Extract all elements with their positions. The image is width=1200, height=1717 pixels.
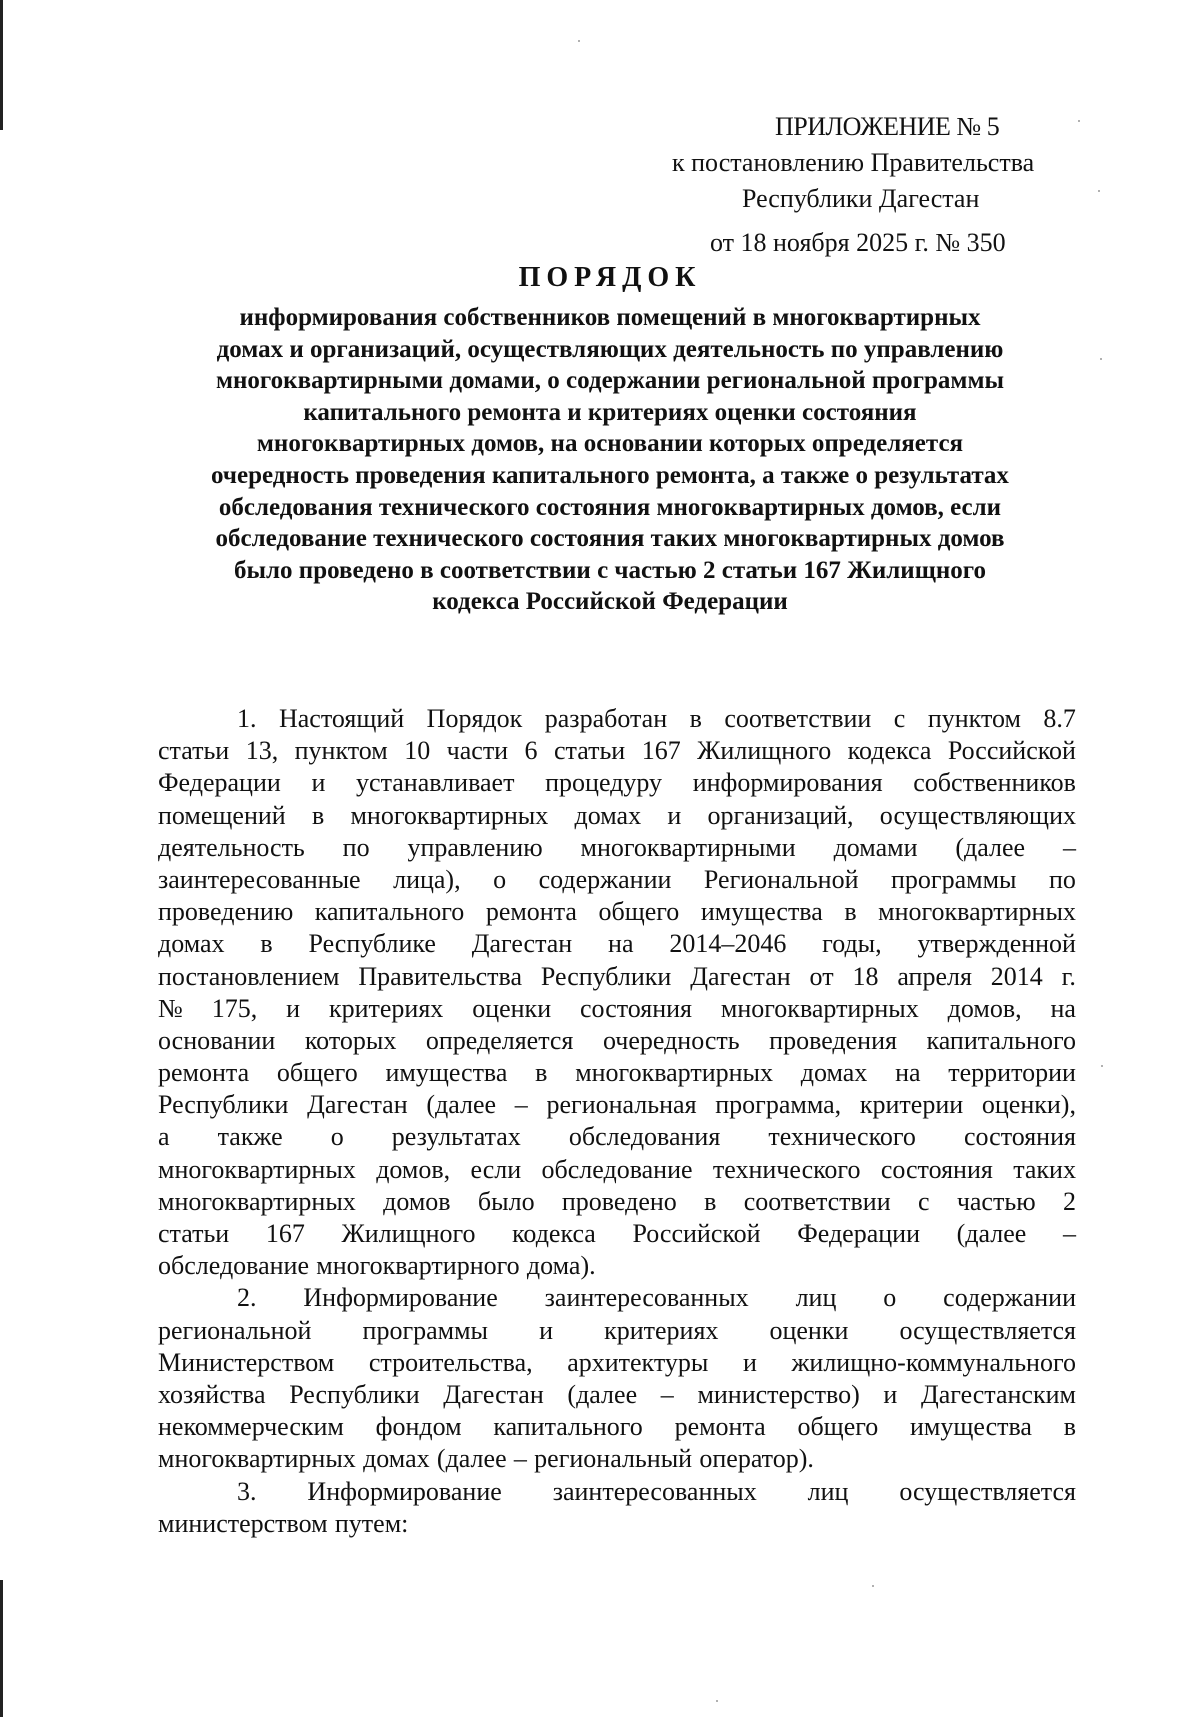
body-line: ремонта общего имущества в многоквартирных домах на территории (158, 1058, 1076, 1088)
scan-speck (578, 40, 580, 42)
annex-decree-reference: к постановлению Правительства (672, 148, 1035, 177)
scan-edge-top (0, 0, 3, 130)
scan-edge-bottom (0, 1580, 3, 1717)
body-line: Федерации и устанавливает процедуру информирования собственников (158, 768, 1076, 798)
subtitle-line: капитального ремонта и критериях оценки состояния (303, 398, 917, 426)
body-line: основании которых определяется очередность проведения капитального (158, 1025, 1076, 1055)
body-line: № 175, и критериях оценки состояния многоквартирных домов, на (158, 993, 1076, 1023)
subtitle-line: домах и организаций, осуществляющих деятельность по управлению (216, 335, 1004, 363)
body-line: многоквартирных домов было проведено в соответствии с частью 2 (158, 1186, 1076, 1216)
annex-date-number: от 18 ноября 2025 г. № 350 (710, 228, 1006, 257)
body-line: Министерством строительства, архитектуры и жилищно-коммунального (158, 1347, 1076, 1377)
body-line: Республики Дагестан (далее – региональная программа, критерии оценки), (158, 1090, 1076, 1120)
subtitle-line: было проведено в соответствии с частью 2 статьи 167 Жилищного (234, 556, 986, 584)
annex-republic: Республики Дагестан (742, 184, 980, 213)
body-line: деятельность по управлению многоквартирными домами (далее – (158, 832, 1076, 862)
scan-speck (1100, 358, 1102, 360)
body-line: многоквартирных домах (далее – региональный оператор). (158, 1444, 814, 1474)
subtitle-line: кодекса Российской Федерации (432, 588, 788, 616)
body-line: министерством путем: (158, 1508, 409, 1538)
body-line: помещений в многоквартирных домах и организаций, осуществляющих (158, 800, 1076, 830)
subtitle-line: обследование технического состояния таких многоквартирных домов (215, 525, 1005, 553)
subtitle-line: многоквартирными домами, о содержании региональной программы (216, 367, 1004, 395)
subtitle-line: обследования технического состояния многоквартирных домов, если (218, 493, 1002, 521)
body-line: заинтересованные лица), о содержании Региональной программы по (158, 864, 1076, 894)
body-line: 1. Настоящий Порядок разработан в соответствии с пунктом 8.7 (237, 704, 1076, 733)
subtitle-line: очередность проведения капитального ремонта, а также о результатах (211, 461, 1009, 489)
body-line: а также о результатах обследования технического состояния (158, 1122, 1076, 1152)
body-line: статьи 167 Жилищного кодекса Российской Федерации (далее – (158, 1219, 1076, 1248)
body-line: хозяйства Республики Дагестан (далее – министерство) и Дагестанским (158, 1379, 1076, 1409)
body-line: многоквартирных домов, если обследование технического состояния таких (158, 1154, 1076, 1184)
body-line: домах в Республике Дагестан на 2014–2046 годы, утвержденной (158, 929, 1076, 959)
subtitle-line: многоквартирных домов, на основании которых определяется (256, 430, 964, 458)
body-line: обследование многоквартирного дома). (158, 1251, 596, 1281)
body-line: 3. Информирование заинтересованных лиц осуществляется (237, 1476, 1076, 1506)
document-body (158, 703, 1076, 1540)
annex-number: ПРИЛОЖЕНИЕ № 5 (775, 112, 1000, 141)
scan-speck (872, 1585, 874, 1587)
scan-speck (1098, 190, 1100, 192)
body-line: проведению капитального ремонта общего имущества в многоквартирных (158, 897, 1076, 927)
subtitle-line: информирования собственников помещений в многоквартирных (239, 304, 981, 331)
body-line: постановлением Правительства Республики Дагестан от 18 апреля 2014 г. (158, 961, 1076, 991)
document-title: ПОРЯДОК (518, 262, 702, 293)
body-line: региональной программы и критериях оценки осуществляется (158, 1315, 1076, 1345)
scan-speck (1078, 120, 1080, 122)
document-subtitle (140, 302, 1080, 618)
body-line: статьи 13, пунктом 10 части 6 статьи 167 Жилищного кодекса Российской (158, 736, 1076, 766)
body-line: некоммерческим фондом капитального ремонта общего имущества в (158, 1412, 1076, 1442)
scan-speck (716, 1700, 718, 1702)
scan-speck (1101, 1065, 1103, 1067)
body-line: 2. Информирование заинтересованных лиц о содержании (237, 1283, 1076, 1313)
